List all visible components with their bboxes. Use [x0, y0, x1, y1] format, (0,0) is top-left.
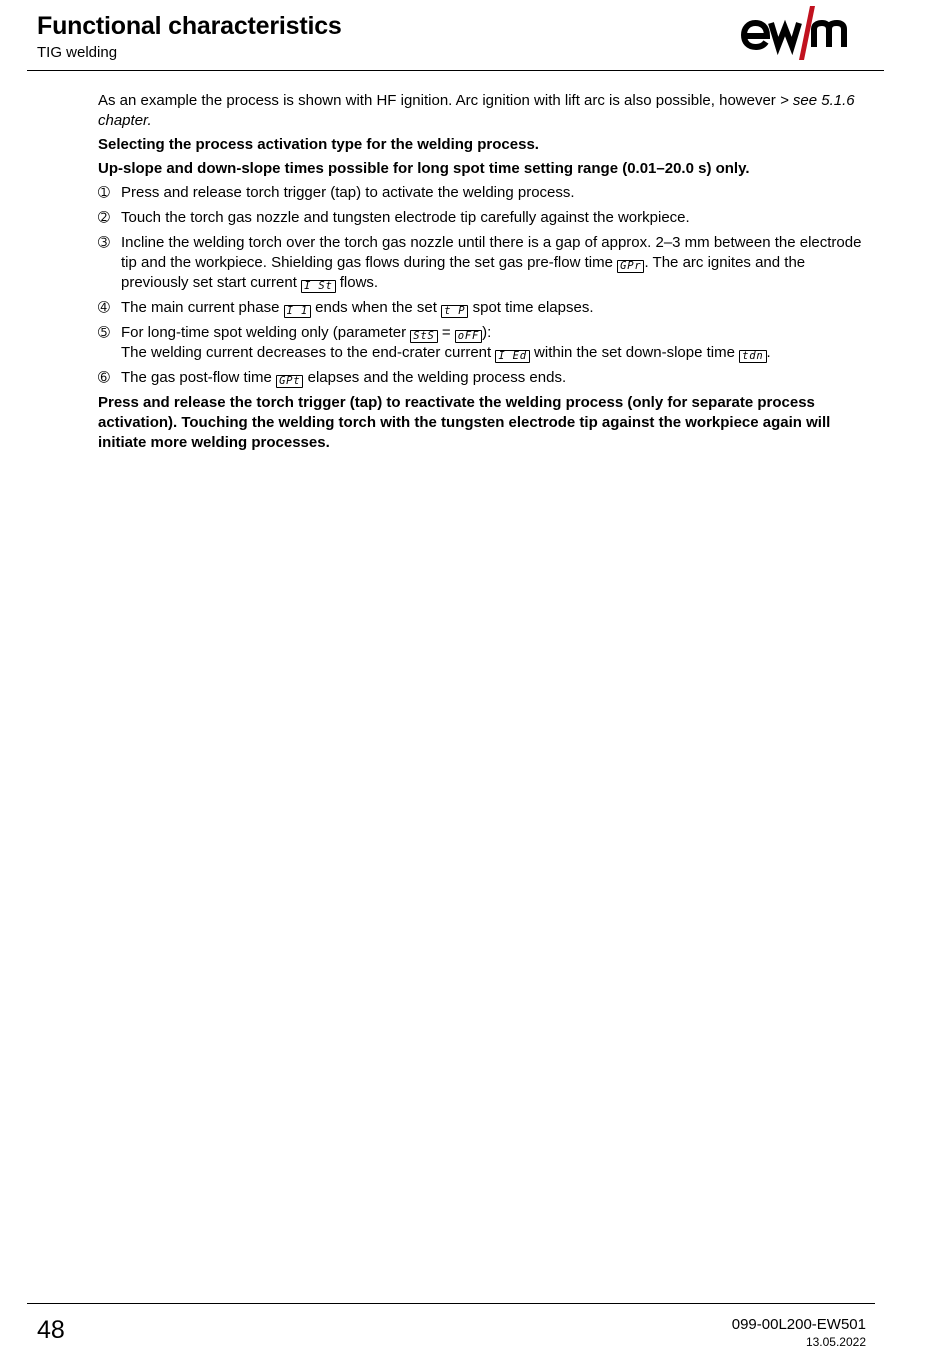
step-6 [98, 368, 874, 388]
document-date: 13.05.2022 [805, 1335, 866, 1349]
chapter-reference-link[interactable]: > see 5.1.6 chapter. [98, 92, 855, 129]
header-divider [27, 70, 884, 71]
step-4 [98, 298, 874, 318]
ewm-logo [740, 4, 868, 62]
down-slope-time-display-icon: tdn [739, 350, 766, 363]
step-number: ➄ [98, 325, 110, 341]
step-2 [98, 208, 874, 228]
closing-note: Press and release the torch trigger (tap) to reactivate the welding process (only for separate process activation). Touching the welding torch with the tungsten electrode tip against the workpiece again will initiate more welding processes. [98, 394, 831, 451]
instruction-heading: Selecting the process activation type for the welding process. [98, 136, 539, 153]
step-number: ➃ [98, 300, 110, 316]
spot-time-display-icon: t P [441, 305, 468, 318]
gas-preflow-display-icon: GPr [617, 260, 644, 273]
step-text: Incline the welding torch over the torch gas nozzle until there is a gap of approx. 2–3 mm between the electrode tip and the workpiece. Shielding gas flows during the set gas pre-flow time GPr . The arc ignites and the previously set start current I St flows. [121, 234, 862, 292]
step-number: ➅ [98, 370, 110, 386]
step-1 [98, 183, 874, 203]
main-content [98, 91, 874, 453]
intro-text: As an example the process is shown with HF ignition. Arc ignition with lift arc is also possible, however [98, 92, 780, 109]
page-number: 48 [37, 1316, 65, 1344]
step-text: The main current phase I 1 ends when the set t P spot time elapses. [121, 299, 594, 317]
step-text: Touch the torch gas nozzle and tungsten electrode tip carefully against the workpiece. [121, 209, 690, 226]
step-number: ➁ [98, 210, 110, 226]
step-5 [98, 323, 874, 363]
step-number: ➂ [98, 235, 110, 251]
step-text: Press and release torch trigger (tap) to activate the welding process. [121, 184, 575, 201]
step-number: ➀ [98, 185, 110, 201]
step-3 [98, 233, 874, 293]
page-title: Functional characteristics [37, 12, 342, 40]
footer-divider [27, 1303, 875, 1304]
step-text: For long-time spot welding only (parameter StS = oFF ): The welding current decreases to the end-crater current I Ed within the set down-slope time tdn . [121, 324, 771, 362]
start-current-display-icon: I St [301, 280, 336, 293]
slope-note: Up-slope and down-slope times possible for long spot time setting range (0.01–20.0 s) only. [98, 160, 750, 177]
off-value-display-icon: oFF [455, 330, 482, 343]
end-crater-current-display-icon: I Ed [495, 350, 530, 363]
sts-parameter-display-icon: StS [410, 330, 437, 343]
page-subtitle: TIG welding [37, 44, 118, 61]
gas-postflow-display-icon: GPt [276, 375, 303, 388]
main-current-display-icon: I 1 [284, 305, 311, 318]
intro-paragraph [98, 91, 874, 131]
document-id: 099-00L200-EW501 [731, 1316, 866, 1333]
step-text: The gas post-flow time GPt elapses and the welding process ends. [121, 369, 567, 387]
